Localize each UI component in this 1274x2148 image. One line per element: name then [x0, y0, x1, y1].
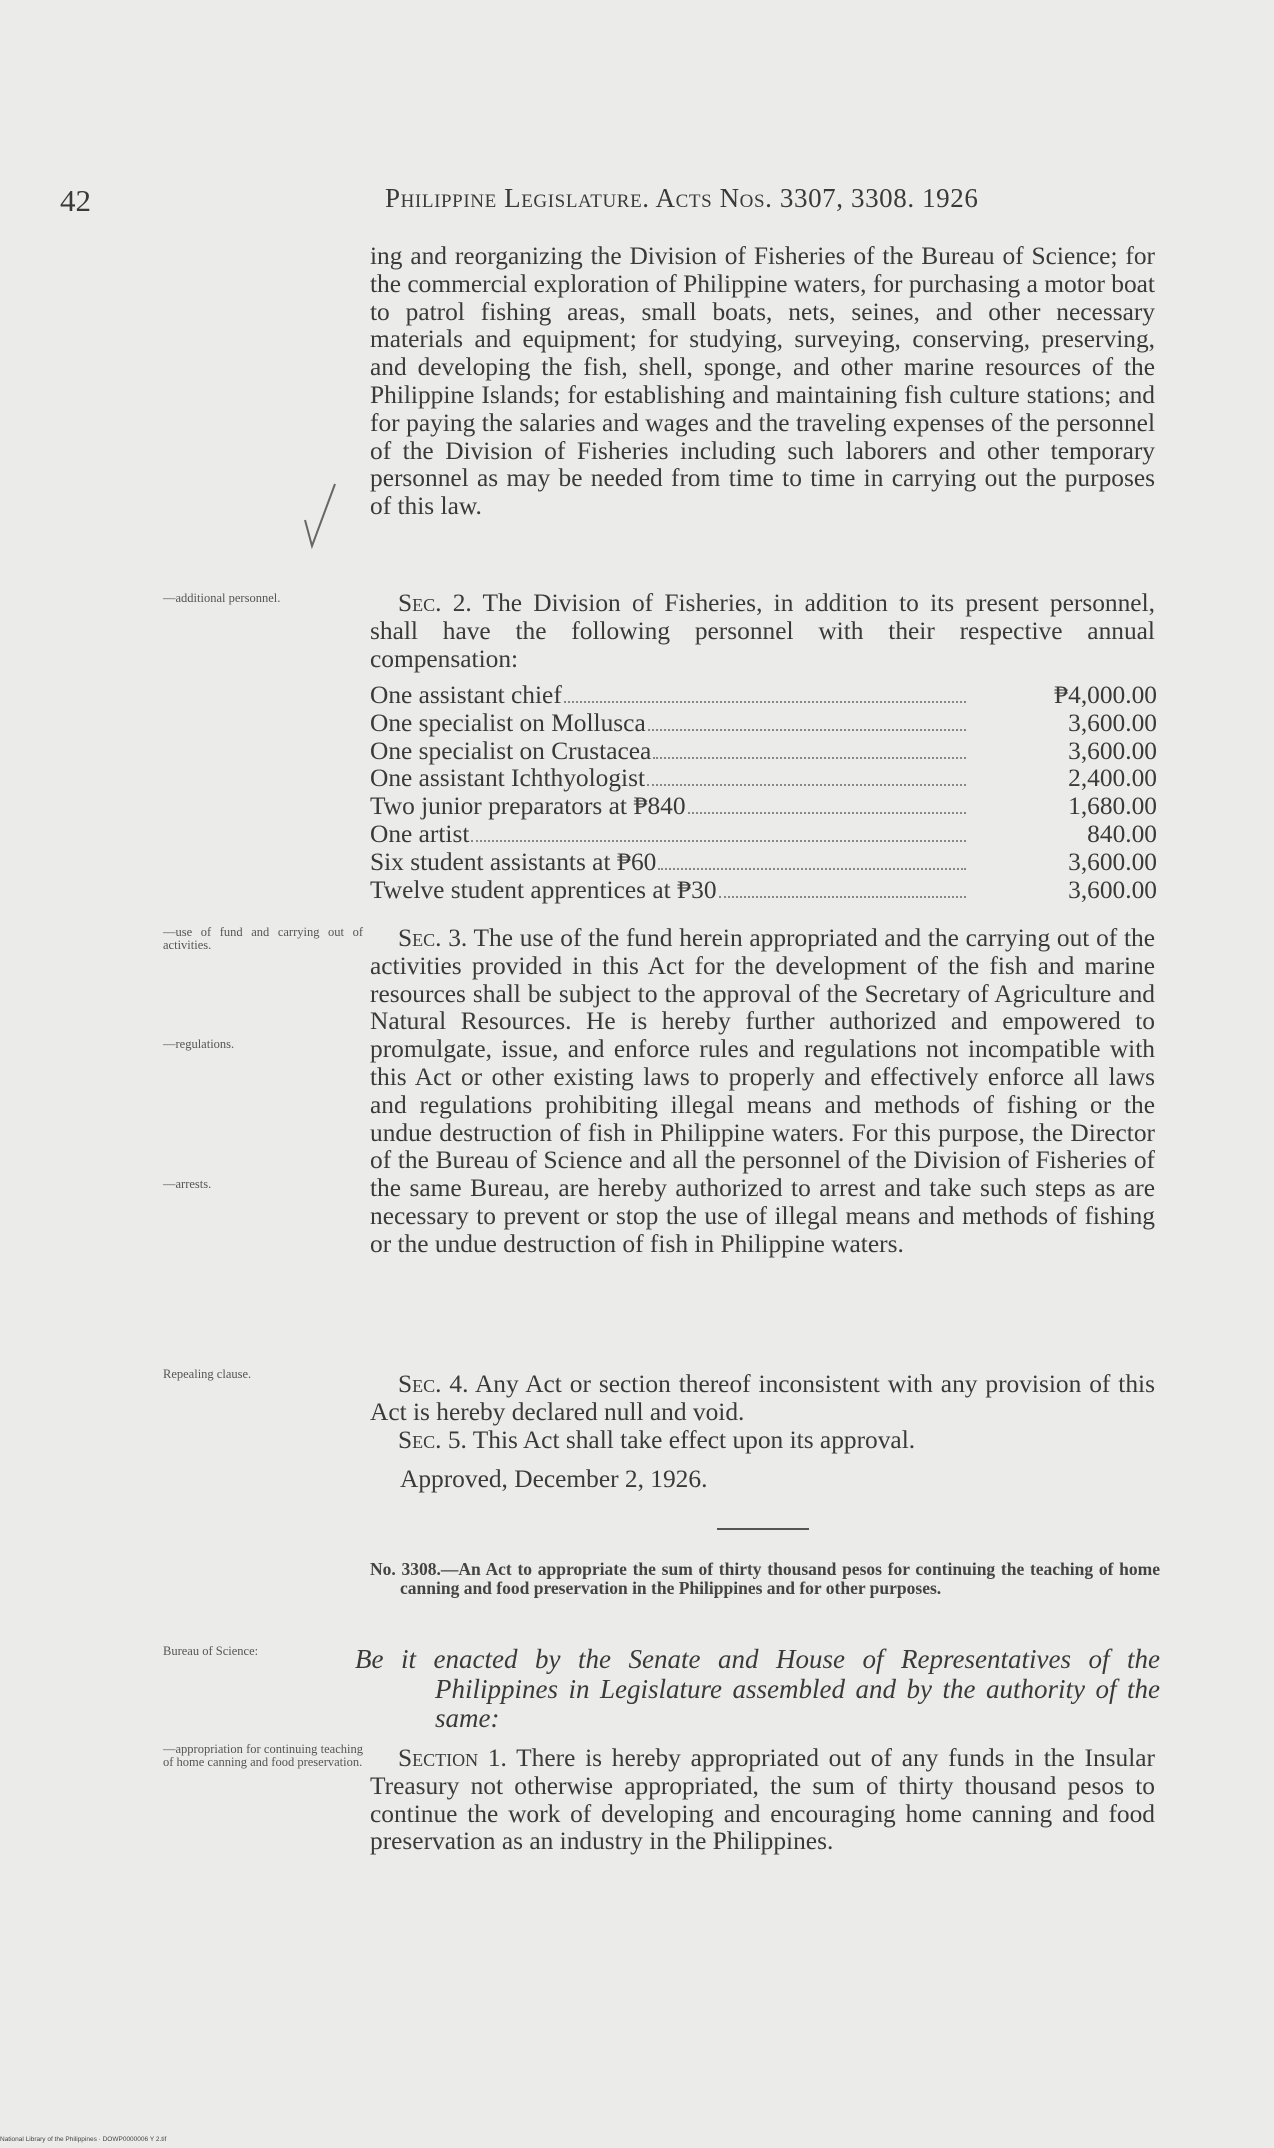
- personnel-item: One assistant Ichthyologist: [370, 764, 646, 793]
- personnel-row: [370, 793, 1157, 821]
- approval-date: Approved, December 2, 1926.: [400, 1465, 708, 1493]
- personnel-amount: 3,600.00: [1068, 708, 1157, 737]
- act-3308-summary: No. 3308.—An Act to appropriate the sum of thirty thousand pesos for continuing the teaching of home canning and food preservation in the Philippines and for other purposes.: [370, 1559, 1160, 1599]
- personnel-amount: ₱4,000.00: [1054, 681, 1157, 709]
- personnel-item-wrap: [370, 877, 970, 905]
- personnel-item: Two junior preparators at ₱840: [370, 792, 686, 821]
- dot-leader: [653, 757, 966, 759]
- margin-note-repealing-clause: Repealing clause.: [163, 1367, 252, 1381]
- dot-leader: [658, 868, 966, 870]
- personnel-item: One specialist on Crustacea: [370, 736, 652, 765]
- section-3-text: The use of the fund herein appropriated and the carrying out of the activities provided in this Act for the development of the fish and marine resources shall be subject to the approval of the Secretary of Agriculture and Natural Resources. He is hereby further authorized and empowered to promulgate, issue, and enforce rules and regulations not incompatible with this Act or other existing laws to properly and effectively enforce all laws and regulations prohibiting illegal means and methods of fishing or the undue destruction of fish in Philippine waters. For this purpose, the Director of the Bureau of Science and all the personnel of the Division of Fisheries of the same Bureau, are hereby authorized to arrest and take such steps as are necessary to prevent or stop the use of illegal means and methods of fishing or the undue destruction of fish in Philippine waters.: [370, 924, 1155, 1258]
- running-head: Philippine Legislature. Acts Nos. 3307, 3308. 1926: [385, 183, 979, 213]
- personnel-item-cell: [370, 877, 970, 905]
- margin-note-additional-personnel: —additional personnel.: [163, 591, 281, 605]
- personnel-item-cell: [370, 682, 970, 710]
- section-4-label: Sec. 4.: [398, 1370, 469, 1398]
- section-5-label: Sec. 5.: [398, 1426, 467, 1454]
- personnel-item-wrap: [370, 849, 970, 877]
- section-4-text: Any Act or section thereof inconsistent with any provision of this Act is hereby declared null and void.: [370, 1370, 1155, 1426]
- section-divider: [717, 1528, 809, 1530]
- margin-note-bureau-of-science: Bureau of Science:: [163, 1644, 259, 1658]
- section-3: [370, 925, 1155, 1259]
- section-4: [370, 1371, 1155, 1427]
- act-3308-section-1-text: There is hereby appropriated out of any funds in the Insular Treasury not otherwise appropriated, the sum of thirty thousand pesos to continue the work of developing and encouraging home canning and food preservation as an industry in the Philippines.: [370, 1744, 1155, 1856]
- section-5: [370, 1427, 1155, 1455]
- section-2-label: Sec. 2.: [398, 589, 472, 617]
- dot-leader: [648, 729, 966, 731]
- personnel-item: One artist: [370, 819, 470, 848]
- dot-leader: [564, 701, 966, 703]
- margin-note-appropriation: —appropriation for continuing teaching of home canning and food preservation.: [163, 1742, 363, 1769]
- personnel-row: [370, 849, 1157, 877]
- section-5-text: This Act shall take effect upon its approval.: [466, 1426, 916, 1454]
- personnel-item-wrap: [370, 821, 970, 849]
- footer-credit: National Library of the Philippines · DOWP0000006 Y 2.tif: [0, 2136, 167, 2143]
- personnel-amount: 3,600.00: [1068, 736, 1157, 765]
- margin-note-regulations: —regulations.: [163, 1037, 235, 1051]
- personnel-amount: 3,600.00: [1068, 847, 1157, 876]
- intro-paragraph: ing and reorganizing the Division of Fisheries of the Bureau of Science; for the commercial exploration of Philippine waters, for purchasing a motor boat to patrol fishing areas, small boats, nets, seines, and other necessary materials and equipment; for studying, surveying, conserving, preserving, and developing the fish, shell, sponge, and other marine resources of the Philippine Islands; for establishing and maintaining fish culture stations; and for paying the salaries and wages and the traveling expenses of the personnel of the Division of Fisheries including such laborers and other temporary personnel as may be needed from time to time in carrying out the purposes of this law.: [370, 242, 1155, 521]
- personnel-row: [370, 682, 1157, 710]
- personnel-row: [370, 710, 1157, 738]
- section-2-text: The Division of Fisheries, in addition to its present personnel, shall have the following personnel with their respective annual compensation:: [370, 589, 1155, 673]
- dot-leader: [688, 812, 966, 814]
- personnel-row: [370, 821, 1157, 849]
- personnel-amount: 3,600.00: [1068, 875, 1157, 904]
- personnel-item: One specialist on Mollusca: [370, 708, 646, 737]
- personnel-amount: 840.00: [1087, 819, 1157, 848]
- act-3308-section-1: [370, 1745, 1155, 1856]
- personnel-amount: 2,400.00: [1068, 764, 1157, 793]
- personnel-row: [370, 738, 1157, 766]
- personnel-item: Twelve student apprentices at ₱30: [370, 875, 717, 904]
- section-2: [370, 590, 1155, 673]
- personnel-item-cell: [370, 849, 970, 877]
- dot-leader: [647, 784, 966, 786]
- personnel-compensation-table: [370, 682, 1157, 904]
- personnel-item-cell: [370, 793, 970, 821]
- page-number: 42: [60, 183, 91, 218]
- personnel-row: [370, 765, 1157, 793]
- act-3308-section-1-label: Section 1.: [398, 1744, 507, 1772]
- personnel-item-cell: [370, 710, 970, 738]
- personnel-item-cell: [370, 738, 970, 766]
- checkmark-icon: [303, 482, 337, 552]
- dot-leader: [471, 840, 966, 842]
- dot-leader: [719, 896, 966, 898]
- personnel-item-wrap: [370, 738, 970, 766]
- personnel-item-cell: [370, 765, 970, 793]
- enacting-clause: Be it enacted by the Senate and House of Representatives of the Philippines in Legislature assembled and by the authority of the same:: [355, 1644, 1160, 1733]
- personnel-item-wrap: [370, 765, 970, 793]
- personnel-amount: 1,680.00: [1068, 792, 1157, 821]
- personnel-item-wrap: [370, 682, 970, 710]
- margin-note-arrests: —arrests.: [163, 1177, 212, 1191]
- personnel-item: Six student assistants at ₱60: [370, 847, 657, 876]
- personnel-row: [370, 877, 1157, 905]
- margin-note-use-of-fund: —use of fund and carrying out of activities.: [163, 925, 363, 952]
- personnel-item-wrap: [370, 793, 970, 821]
- personnel-item-cell: [370, 821, 970, 849]
- personnel-item: One assistant chief: [370, 681, 562, 709]
- section-3-label: Sec. 3.: [398, 924, 468, 952]
- personnel-item-wrap: [370, 710, 970, 738]
